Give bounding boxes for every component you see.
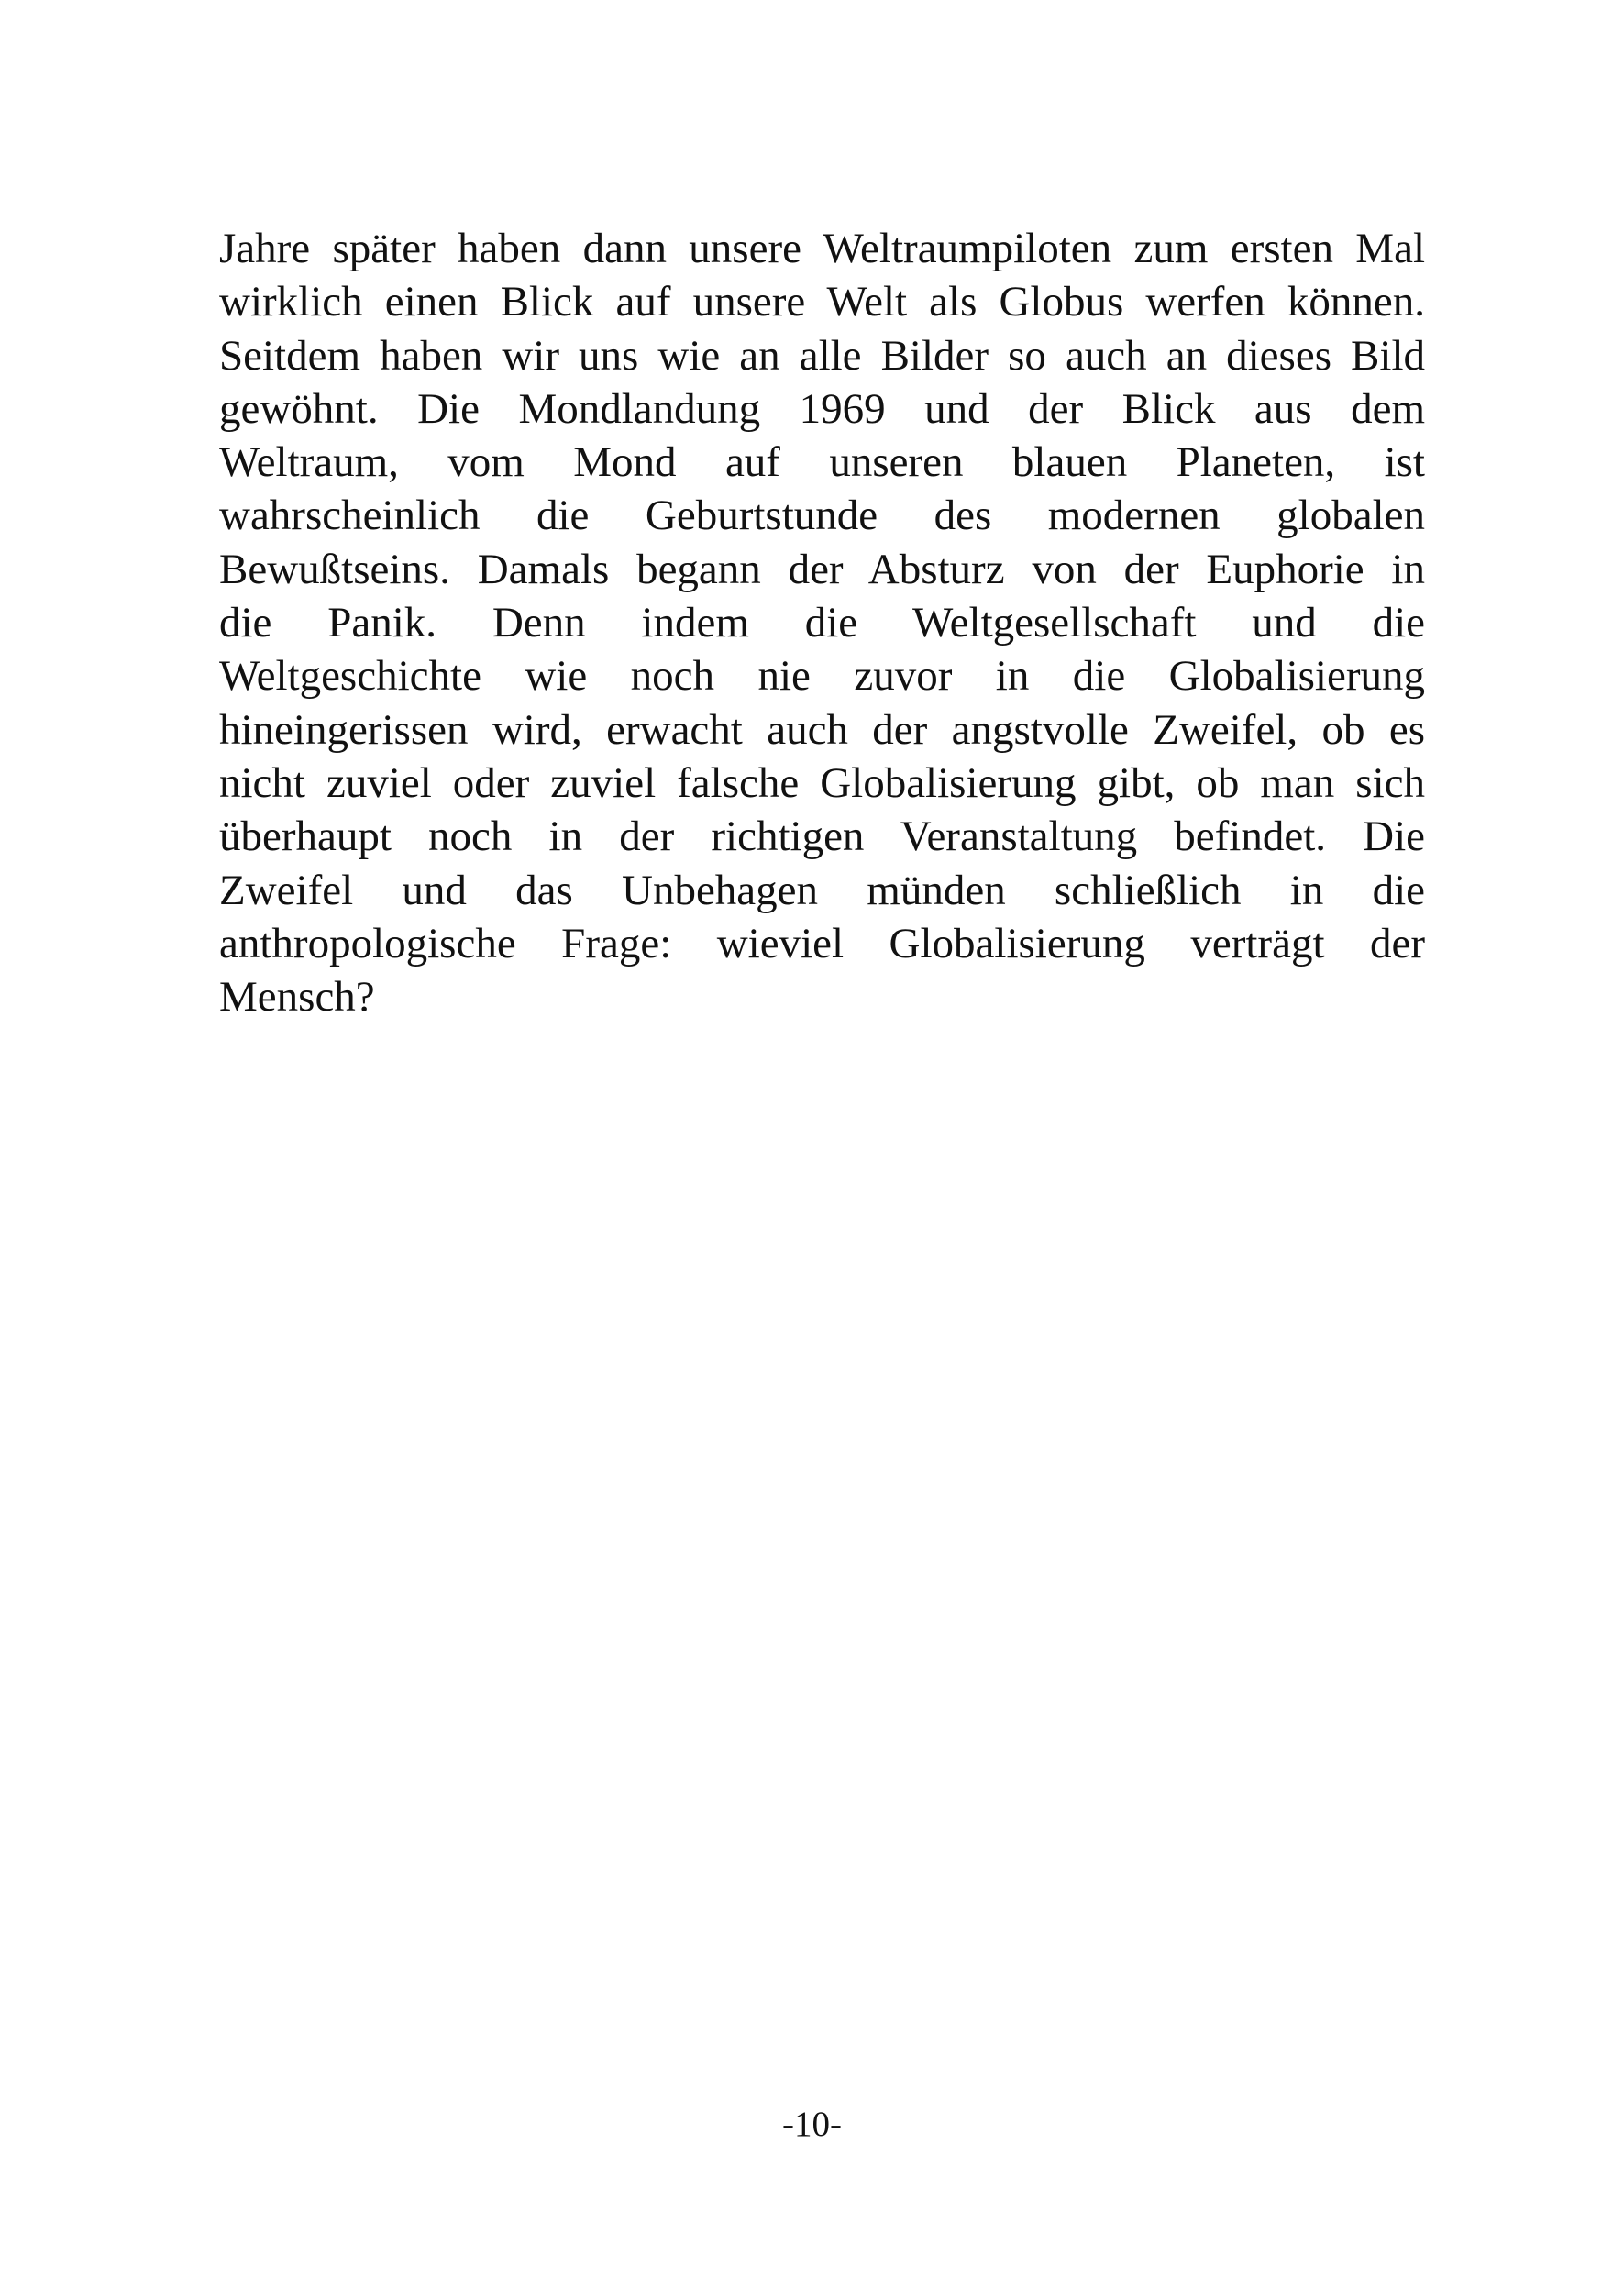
paragraph-line: Jahre später haben dann unsere Weltraumpiloten zum ersten Mal (219, 225, 1425, 272)
paragraph-line: Mensch? (219, 973, 375, 1022)
body-paragraph (219, 222, 1425, 1023)
paragraph-line: nicht zuviel oder zuviel falsche Globalisierung gibt, ob man sich (219, 758, 1425, 807)
paragraph-line: die Panik. Denn indem die Weltgesellschaft und die (219, 599, 1425, 647)
paragraph-line: Bewußtseins. Damals begann der Absturz von der Euphorie in (219, 545, 1425, 593)
paragraph-line: Weltgeschichte wie noch nie zuvor in die Globalisierung (219, 652, 1425, 701)
paragraph-line: Weltraum, vom Mond auf unseren blauen Planeten, ist (219, 438, 1425, 487)
paragraph-line: Seitdem haben wir uns wie an alle Bilder so auch an dieses Bild (219, 331, 1425, 380)
paragraph-line: überhaupt noch in der richtigen Veranstaltung befindet. Die (219, 812, 1425, 861)
paragraph-line: Zweifel und das Unbehagen münden schließlich in die (219, 866, 1425, 914)
page-number: -10- (782, 2105, 842, 2144)
paragraph-line: gewöhnt. Die Mondlandung 1969 und der Blick aus dem (219, 384, 1425, 433)
paragraph-line: hineingerissen wird, erwacht auch der angstvolle Zweifel, ob es (219, 705, 1425, 754)
paragraph-line: anthropologische Frage: wieviel Globalisierung verträgt der (219, 919, 1425, 967)
paragraph-line: wirklich einen Blick auf unsere Welt als Globus werfen können. (219, 278, 1425, 326)
paragraph-line: wahrscheinlich die Geburtstunde des modernen globalen (219, 492, 1425, 540)
